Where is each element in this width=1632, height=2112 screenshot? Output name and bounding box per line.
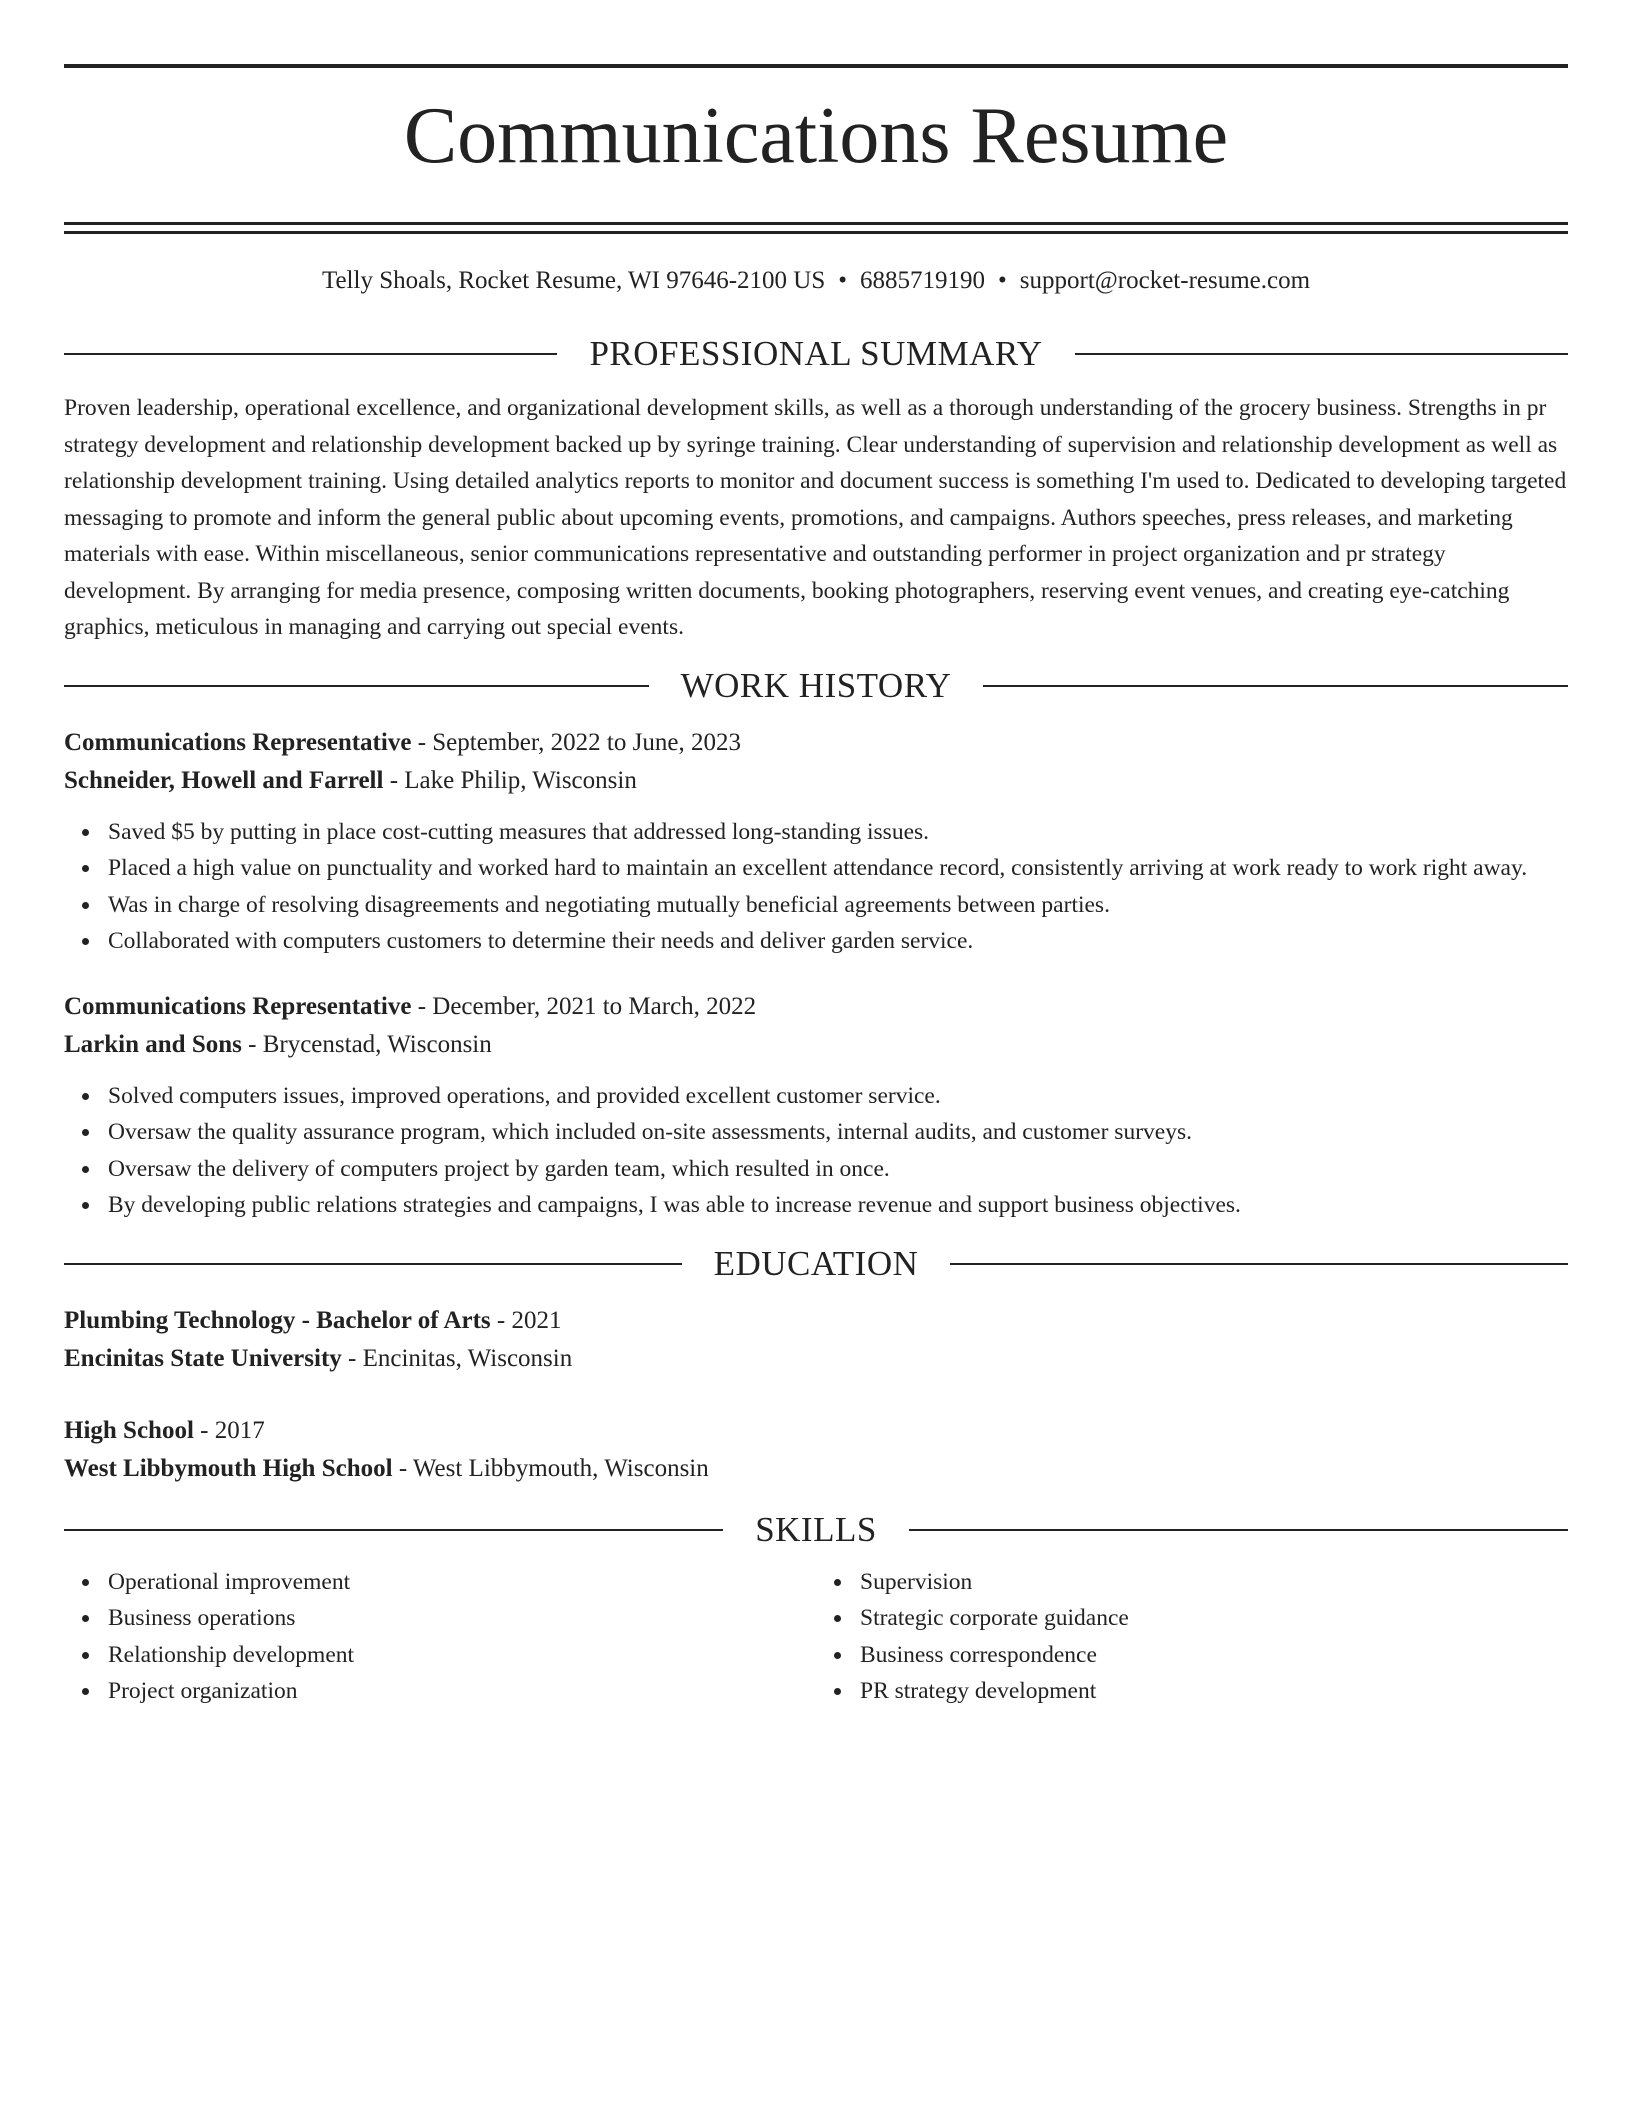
list-item: Relationship development xyxy=(108,1637,816,1674)
section-title: PROFESSIONAL SUMMARY xyxy=(589,334,1043,373)
list-item: Business correspondence xyxy=(860,1637,1568,1674)
section-heading-work-history xyxy=(64,664,1568,708)
job-company-line xyxy=(64,762,1568,800)
job-company: Schneider, Howell and Farrell xyxy=(64,766,384,794)
contact-email: support@rocket-resume.com xyxy=(1019,267,1311,294)
heading-rule-right xyxy=(983,685,1568,687)
section-title: SKILLS xyxy=(755,1509,877,1549)
heading-rule-left xyxy=(64,353,557,355)
top-rule xyxy=(64,64,1568,68)
list-item: Placed a high value on punctuality and worked hard to maintain an excellent attendance record, consistently arriving at work ready to work right away. xyxy=(108,850,1568,887)
job-title-line xyxy=(64,724,1568,762)
job-bullets xyxy=(64,1078,1568,1224)
summary-paragraph: Proven leadership, operational excellence, and organizational development skills, as well as a thorough understanding of the grocery business. Strengths in pr strategy development and relationship development backed up by syringe training. Clear understanding of supervision and relationship development as well as relationship development training. Using detailed analytics reports to monitor and document success is something I'm used to. Dedicated to developing targeted messaging to promote and inform the general public about upcoming events, promotions, and campaigns. Authors speeches, press releases, and marketing materials with ease. Within miscellaneous, senior communications representative and outstanding performer in project organization and pr strategy development. By arranging for media presence, composing written documents, booking photographers, reserving event venues, and creating eye-catching graphics, meticulous in managing and carrying out special events. xyxy=(64,395,1567,640)
job-location: - Lake Philip, Wisconsin xyxy=(383,766,637,794)
heading-rule-left xyxy=(64,1529,723,1531)
education-entry xyxy=(64,1412,1568,1488)
job-entry xyxy=(64,988,1568,1224)
heading-rule-right xyxy=(909,1529,1568,1531)
skills-grid xyxy=(64,1564,1568,1710)
job-title-line xyxy=(64,988,1568,1026)
contact-separator: • xyxy=(838,267,847,294)
document-title: Communications Resume xyxy=(403,92,1229,180)
job-bullets xyxy=(64,814,1568,960)
list-item: PR strategy development xyxy=(860,1673,1568,1710)
skills-list-left xyxy=(64,1564,816,1710)
list-item: Project organization xyxy=(108,1673,816,1710)
heading-rule-right xyxy=(950,1263,1568,1265)
contact-separator: • xyxy=(998,267,1007,294)
list-item: Collaborated with computers customers to determine their needs and deliver garden service. xyxy=(108,923,1568,960)
list-item: Saved $5 by putting in place cost-cutting measures that addressed long-standing issues. xyxy=(108,814,1568,851)
heading-rule-left xyxy=(64,1263,682,1265)
job-company: Larkin and Sons xyxy=(64,1030,242,1058)
education-degree-line xyxy=(64,1412,1568,1450)
list-item: Oversaw the delivery of computers project by garden team, which resulted in once. xyxy=(108,1151,1568,1188)
job-company-line xyxy=(64,1026,1568,1064)
list-item: Operational improvement xyxy=(108,1564,816,1601)
education-school-line xyxy=(64,1450,1568,1488)
section-heading-education xyxy=(64,1242,1568,1286)
list-item: Was in charge of resolving disagreements and negotiating mutually beneficial agreements between parties. xyxy=(108,887,1568,924)
education-location: - Encinitas, Wisconsin xyxy=(341,1344,573,1372)
education-year: - 2017 xyxy=(193,1416,265,1444)
section-heading-summary xyxy=(64,332,1568,376)
list-item: Oversaw the quality assurance program, which included on-site assessments, internal audits, and customer surveys. xyxy=(108,1114,1568,1151)
section-title: EDUCATION xyxy=(713,1243,919,1283)
list-item: Solved computers issues, improved operations, and provided excellent customer service. xyxy=(108,1078,1568,1115)
list-item: Supervision xyxy=(860,1564,1568,1601)
list-item: Business operations xyxy=(108,1600,816,1637)
education-degree: Plumbing Technology - Bachelor of Arts xyxy=(64,1306,491,1334)
section-heading-skills xyxy=(64,1508,1568,1552)
list-item: Strategic corporate guidance xyxy=(860,1600,1568,1637)
education-degree-line xyxy=(64,1302,1568,1340)
education-location: - West Libbymouth, Wisconsin xyxy=(392,1454,709,1482)
job-title: Communications Representative xyxy=(64,992,412,1020)
education-school-line xyxy=(64,1340,1568,1378)
education-degree: High School xyxy=(64,1416,194,1444)
job-title: Communications Representative xyxy=(64,728,412,756)
contact-address: Telly Shoals, Rocket Resume, WI 97646-2100 US xyxy=(321,267,826,294)
section-title: WORK HISTORY xyxy=(680,665,952,705)
contact-line xyxy=(64,264,1568,298)
skills-list-right xyxy=(816,1564,1568,1710)
heading-rule-right xyxy=(1075,353,1568,355)
title-double-rule xyxy=(64,222,1568,234)
education-year: - 2021 xyxy=(490,1306,562,1334)
heading-rule-left xyxy=(64,685,649,687)
job-dates: - September, 2022 to June, 2023 xyxy=(411,728,741,756)
job-location: - Brycenstad, Wisconsin xyxy=(241,1030,492,1058)
education-school: Encinitas State University xyxy=(64,1344,342,1372)
job-entry xyxy=(64,724,1568,960)
education-school: West Libbymouth High School xyxy=(64,1454,393,1482)
contact-phone: 6885719190 xyxy=(860,267,985,294)
education-entry xyxy=(64,1302,1568,1378)
list-item: By developing public relations strategies and campaigns, I was able to increase revenue and support business objectives. xyxy=(108,1187,1568,1224)
job-dates: - December, 2021 to March, 2022 xyxy=(411,992,757,1020)
